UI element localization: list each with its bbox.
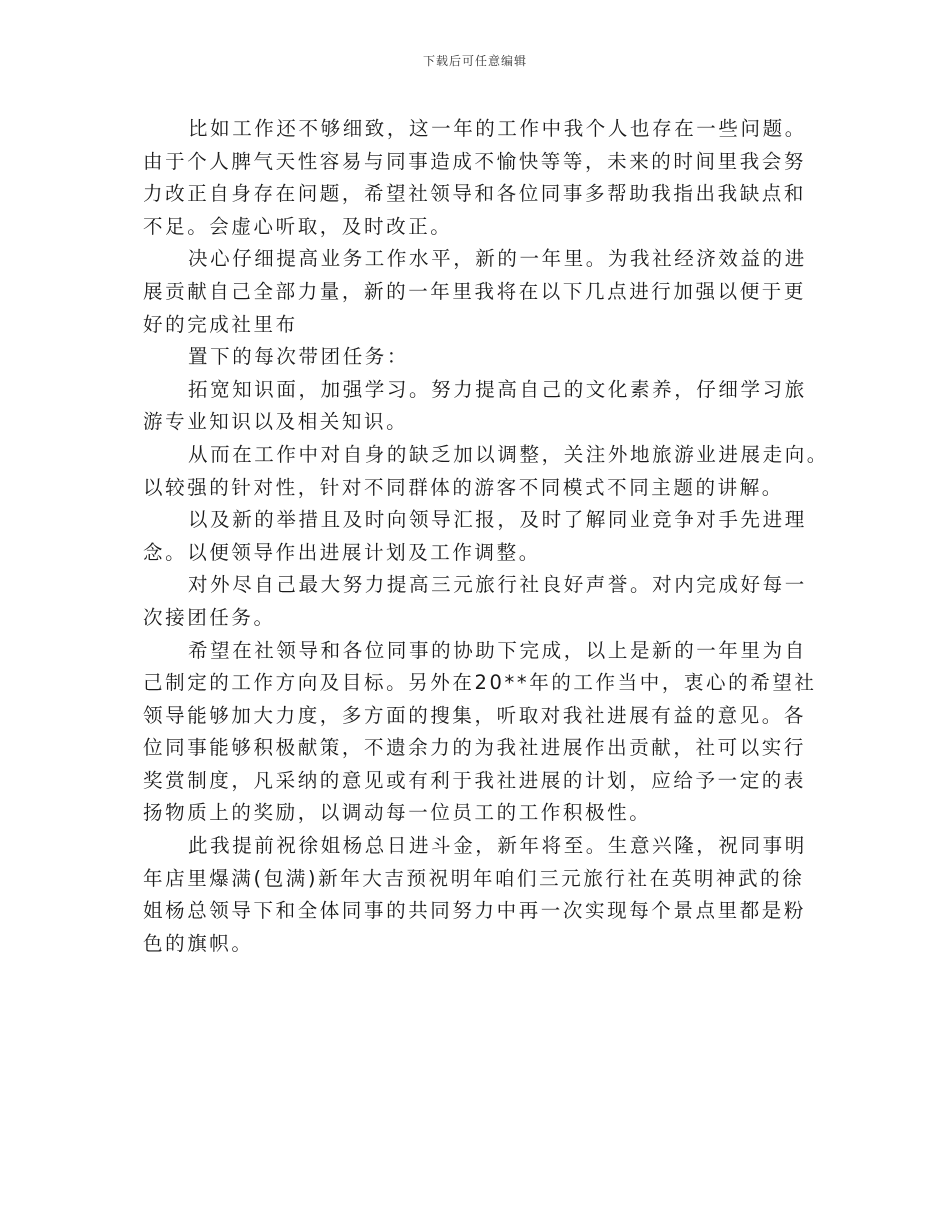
text-line: 从而在工作中对自身的缺乏加以调整，关注外地旅游业进展走向。 [188,442,829,466]
paragraph [143,243,807,341]
text-line: 好的完成社里布 [143,312,298,336]
paragraph [143,830,807,960]
text-line: 己制定的工作方向及目标。另外在20**年的工作当中，衷心的希望社 [143,671,817,695]
text-line: 领导能够加大力度，多方面的搜集，听取对我社进展有益的意见。各 [143,703,807,727]
paragraph [143,113,807,243]
paragraph [143,341,803,374]
text-line: 展贡献自己全部力量，新的一年里我将在以下几点进行加强以便于更 [143,279,807,303]
text-line: 决心仔细提高业务工作水平，新的一年里。为我社经济效益的进 [188,247,807,271]
text-line: 游专业知识以及相关知识。 [143,410,409,434]
text-line: 比如工作还不够细致，这一年的工作中我个人也存在一些问题。 [188,117,807,140]
document-body [143,113,829,960]
text-line: 念。以便领导作出进展计划及工作调整。 [143,540,541,564]
text-line: 色的旗帜。 [143,931,254,955]
text-line: 次接团任务。 [143,605,276,629]
text-line: 奖赏制度，凡采纳的意见或有利于我社进展的计划，应给予一定的表 [143,768,807,792]
header-note: 下载后可任意编辑 [422,54,527,68]
text-line: 年店里爆满(包满)新年大吉预祝明年咱们三元旅行社在英明神武的徐 [143,866,805,890]
text-line: 姐杨总领导下和全体同事的共同努力中再一次实现每个景点里都是粉 [143,899,807,923]
paragraph [143,504,807,569]
text-line: 希望在社领导和各位同事的协助下完成，以上是新的一年里为自 [188,638,807,662]
text-line: 拓宽知识面，加强学习。努力提高自己的文化素养，仔细学习旅 [188,377,807,401]
text-line: 以及新的举措且及时向领导汇报，及时了解同业竞争对手先进理 [188,508,807,532]
paragraph [143,439,829,504]
text-line: 位同事能够积极献策，不遗余力的为我社进展作出贡献，社可以实行 [143,736,807,760]
paragraph [143,374,807,439]
text-line: 对外尽自己最大努力提高三元旅行社良好声誉。对内完成好每一 [188,573,807,597]
paragraph [143,635,817,831]
paragraph [143,569,807,634]
text-line: 力改正自身存在问题，希望社领导和各位同事多帮助我指出我缺点和 [143,182,807,206]
text-line: 扬物质上的奖励，以调动每一位员工的工作积极性。 [143,801,652,825]
text-line: 置下的每次带团任务： [188,345,410,369]
text-line: 不足。会虚心听取，及时改正。 [143,214,453,238]
text-line: 由于个人脾气天性容易与同事造成不愉快等等，未来的时间里我会努 [143,149,807,173]
text-line: 此我提前祝徐姐杨总日进斗金，新年将至。生意兴隆，祝同事明 [188,834,807,858]
text-line: 以较强的针对性，针对不同群体的游客不同模式不同主题的讲解。 [143,475,784,499]
